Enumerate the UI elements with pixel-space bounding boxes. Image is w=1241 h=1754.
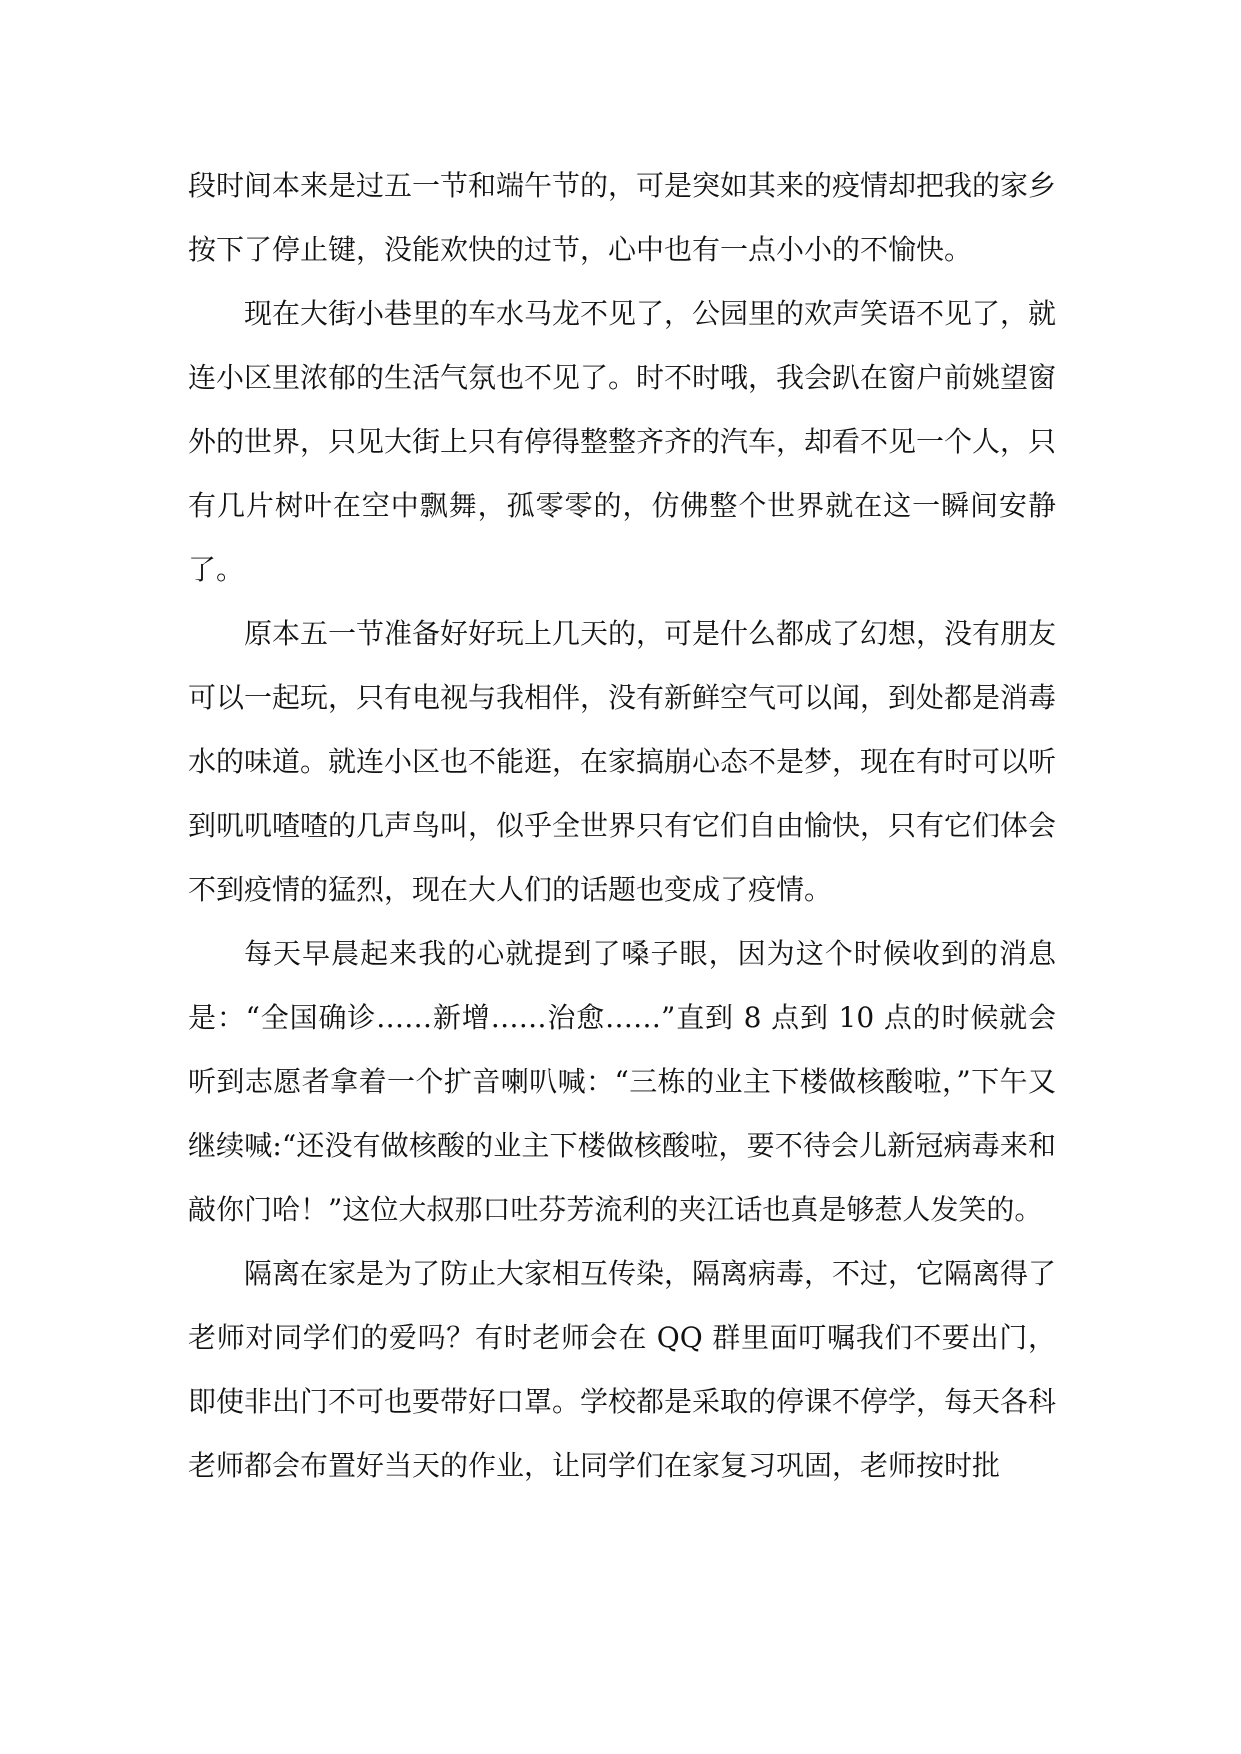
essay-body (188, 154, 1056, 1498)
paragraph-1: 段时间本来是过五一节和端午节的，可是突如其来的疫情却把我的家乡按下了停止键，没能欢快的过节，心中也有一点小小的不愉快。 (188, 169, 1057, 266)
paragraph-3: 原本五一节准备好好玩上几天的，可是什么都成了幻想，没有朋友可以一起玩，只有电视与我相伴，没有新鲜空气可以闻，到处都是消毒水的味道。就连小区也不能逛，在家搞崩心态不是梦，现在有时可以听到叽叽喳喳的几声鸟叫，似乎全世界只有它们自由愉快，只有它们体会不到疫情的猛烈，现在大人们的话题也变成了疫情。 (188, 617, 1057, 906)
paragraph-2: 现在大街小巷里的车水马龙不见了，公园里的欢声笑语不见了，就连小区里浓郁的生活气氛也不见了。时不时哦，我会趴在窗户前姚望窗外的世界，只见大街上只有停得整整齐齐的汽车，却看不见一个人，只有几片树叶在空中飘舞，孤零零的，仿佛整个世界就在这一瞬间安静了。 (188, 297, 1057, 586)
paragraph-4: 每天早晨起来我的心就提到了嗓子眼，因为这个时候收到的消息是：“全国确诊……新增……治愈……”直到 8 点到 10 点的时候就会听到志愿者拿着一个扩音喇叭喊：“三栋的业主下楼做核酸啦，”下午又继续喊:“还没有做核酸的业主下楼做核酸啦，要不待会儿新冠病毒来和敲你门哈！”这位大叔那口吐芬芳流利的夹江话也真是够惹人发笑的。 (188, 937, 1056, 1226)
paragraph-5: 隔离在家是为了防止大家相互传染，隔离病毒，不过，它隔离得了老师对同学们的爱吗？有时老师会在 QQ 群里面叮嘱我们不要出门，即使非出门不可也要带好口罩。学校都是采取的停课不停学，每天各科老师都会布置好当天的作业，让同学们在家复习巩固，老师按时批 (188, 1257, 1057, 1482)
